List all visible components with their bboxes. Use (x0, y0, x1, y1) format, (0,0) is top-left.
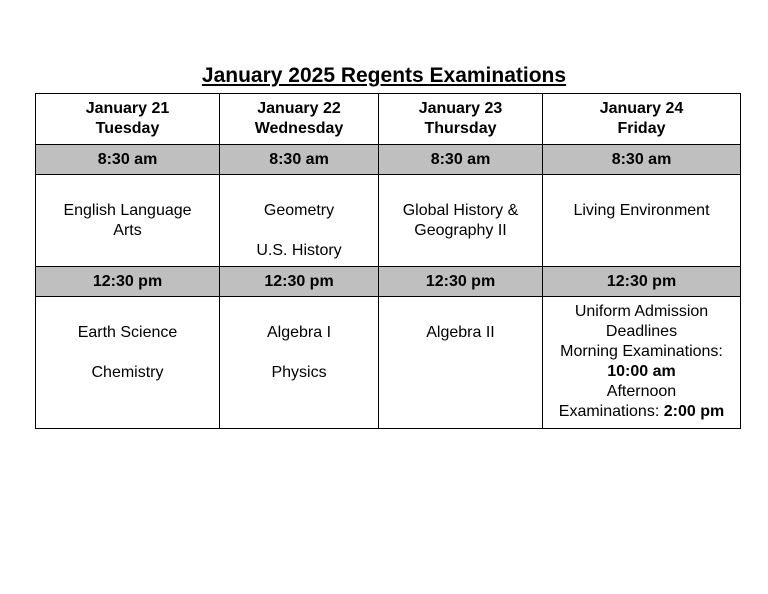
exam-cell (379, 297, 543, 429)
morning-time-cell: 8:30 am (379, 145, 543, 175)
morning-time-row (36, 145, 741, 175)
morning-time-cell: 8:30 am (220, 145, 379, 175)
exam-name: Living Environment (573, 202, 710, 219)
exam-name: Global History & (402, 202, 519, 219)
day-date: January 24 (599, 100, 684, 117)
afternoon-time-cell: 12:30 pm (220, 267, 379, 297)
exam-name: Algebra I (266, 324, 332, 341)
exam-cell (36, 297, 220, 429)
day-header-row (36, 94, 741, 145)
exam-cell (220, 297, 379, 429)
day-weekday: Friday (617, 120, 666, 137)
admission-deadlines-cell (543, 297, 741, 429)
exam-cell (543, 175, 741, 267)
exam-name: Geometry (263, 202, 335, 219)
exam-schedule-table (35, 93, 741, 429)
day-weekday: Thursday (424, 120, 497, 137)
day-header-cell (543, 94, 741, 145)
exam-name: Arts (113, 222, 142, 239)
exam-name: English Language (63, 202, 192, 219)
morning-exams-row (36, 175, 741, 267)
morning-deadline-time: 10:00 am (607, 363, 676, 380)
morning-deadline-label: Morning Examinations: (560, 343, 723, 360)
exam-name: Geography II (414, 222, 507, 239)
deadlines-heading: Deadlines (605, 323, 678, 340)
day-date: January 23 (418, 100, 503, 117)
day-weekday: Tuesday (95, 120, 160, 137)
exam-name: Algebra II (426, 324, 495, 341)
exam-name: Physics (271, 364, 327, 381)
afternoon-deadline-label: Examinations: (558, 403, 660, 420)
exam-name: U.S. History (256, 242, 342, 259)
afternoon-exams-row (36, 297, 741, 429)
deadlines-heading: Uniform Admission (574, 303, 709, 320)
morning-time-cell: 8:30 am (36, 145, 220, 175)
day-header-cell (36, 94, 220, 145)
exam-cell (379, 175, 543, 267)
afternoon-deadline-label: Afternoon (606, 383, 677, 400)
day-header-cell (379, 94, 543, 145)
afternoon-time-row (36, 267, 741, 297)
exam-cell (220, 175, 379, 267)
day-date: January 22 (257, 100, 341, 117)
exam-cell (36, 175, 220, 267)
day-weekday: Wednesday (254, 120, 344, 137)
morning-time-cell: 8:30 am (543, 145, 741, 175)
afternoon-time-cell: 12:30 pm (36, 267, 220, 297)
exam-name: Earth Science (77, 324, 178, 341)
exam-name: Chemistry (91, 364, 164, 381)
afternoon-deadline-time: 2:00 pm (663, 403, 725, 420)
afternoon-time-cell: 12:30 pm (379, 267, 543, 297)
day-header-cell (220, 94, 379, 145)
afternoon-deadline-line (543, 402, 740, 422)
page-title: January 2025 Regents Examinations (201, 64, 567, 87)
day-date: January 21 (85, 100, 170, 117)
afternoon-time-cell: 12:30 pm (543, 267, 741, 297)
